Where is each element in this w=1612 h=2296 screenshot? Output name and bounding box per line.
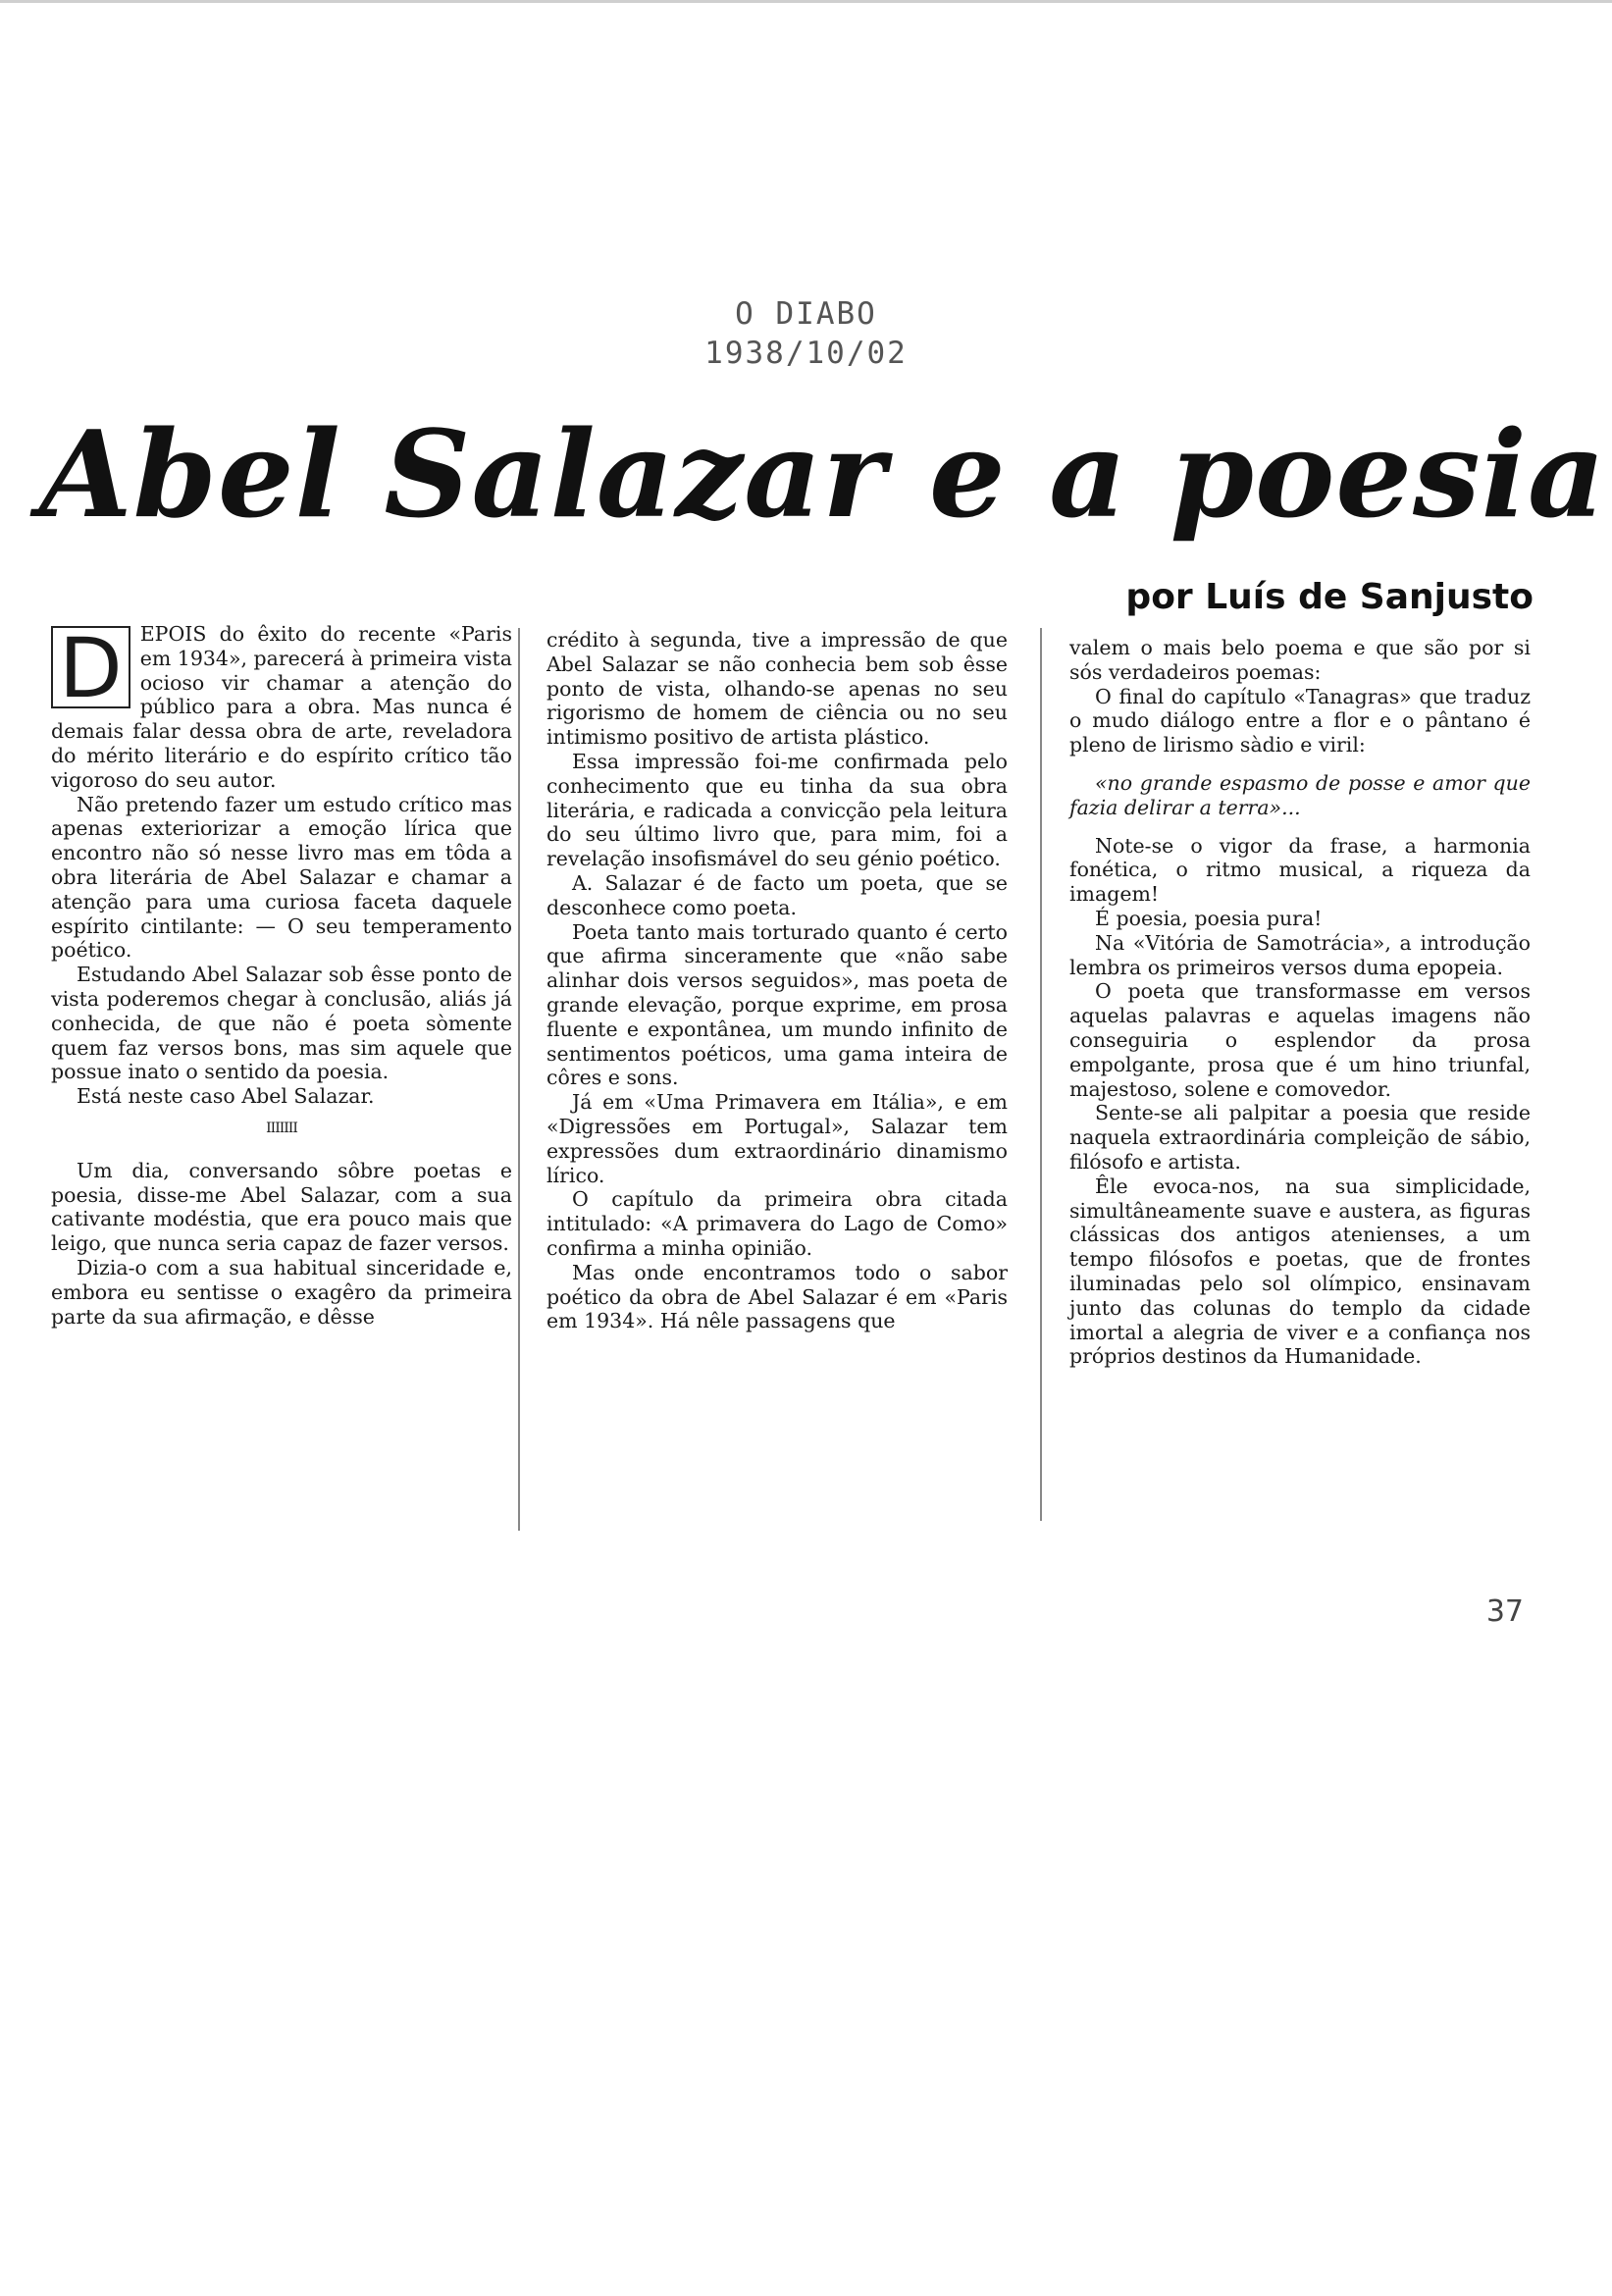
paragraph: valem o mais belo poema e que são por si sós verdadeiros poemas: <box>1069 636 1531 684</box>
paragraph: Não pretendo fazer um estudo crítico mas apenas exteriorizar a emoção lírica que encontro não só nesse livro mas em tôda a obra literária de Abel Salazar e chamar a atenção para uma curiosa faceta daquele espírito cintilante: — O seu temperamento poético. <box>51 792 512 963</box>
paragraph: O capítulo da primeira obra citada intitulado: «A primavera do Lago de Como» confirma a minha opinião. <box>546 1187 1008 1260</box>
publication-date: 1938/10/02 <box>704 336 908 371</box>
drop-cap: D <box>51 626 130 708</box>
article-column-2 <box>546 628 1008 1333</box>
page-number: 37 <box>1485 1594 1524 1629</box>
paragraph: Um dia, conversando sôbre poetas e poesia, disse-me Abel Salazar, com a sua cativante modéstia, que era pouco mais que leigo, que nunca seria capaz de fazer versos. <box>51 1158 512 1256</box>
paragraph: Dizia-o com a sua habitual sinceridade e, embora eu sentisse o exagêro da primeira parte da sua afirmação, e dêsse <box>51 1255 512 1329</box>
paragraph: Mas onde encontramos todo o sabor poético da obra de Abel Salazar é em «Paris em 1934». Há nêle passagens que <box>546 1260 1008 1333</box>
paragraph: Êle evoca-nos, na sua simplicidade, simultâneamente suave e austera, as figuras clássicas dos antigos atenienses, a um tempo filósofos e poetas, que de frontes iluminadas pelo sol olímpico, ensinavam junto das colunas do templo da cidade imortal a alegria de viver e a confiança nos próprios destinos da Humanidade. <box>1069 1174 1531 1369</box>
paragraph: Está neste caso Abel Salazar. <box>77 1084 375 1109</box>
column-divider <box>518 628 520 1531</box>
paragraph: Note-se o vigor da frase, a harmonia fonética, o ritmo musical, a riqueza da imagem! <box>1069 833 1531 907</box>
poem-quote: «no grande espasmo de posse e amor que fazia delirar a terra»... <box>1069 770 1531 819</box>
paragraph: Estudando Abel Salazar sob êsse ponto de vista poderemos chegar à conclusão, aliás já conhecida, de que não é poeta sòmente quem faz versos bons, mas sim aquele que possue inato o sentido da poesia. <box>51 963 512 1084</box>
section-separator: IIIIIII <box>266 1120 297 1136</box>
paragraph: Essa impressão foi-me confirmada pelo conhecimento que eu tinha da sua obra literária, e radicada a convicção pela leitura do seu último livro que, para mim, foi a revelação insofismável do seu génio poético. <box>546 749 1008 871</box>
paragraph: A. Salazar é de facto um poeta, que se desconhece como poeta. <box>546 870 1008 919</box>
paragraph: Já em «Uma Primavera em Itália», e em «Digressões em Portugal», Salazar tem expressões dum extraordinário dinamismo lírico. <box>546 1090 1008 1187</box>
archive-stamp <box>0 294 1612 373</box>
article-column-3 <box>1069 636 1531 1369</box>
paragraph: Na «Vitória de Samotrácia», a introdução lembra os primeiros versos duma epopeia. <box>1069 930 1531 979</box>
paragraph: Poeta tanto mais torturado quanto é certo que afirma sinceramente que «não sabe alinhar dois versos seguidos», mas poeta de grande elevação, porque exprime, em prosa fluente e expontânea, um mundo infinito de sentimentos poéticos, uma gama inteira de côres e sons. <box>546 919 1008 1090</box>
paragraph: EPOIS do êxito do recente «Paris em 1934», parecerá à primeira vista ocioso vir chamar a atenção do público para a obra. Mas nunca é demais falar dessa obra de arte, reveladora do mérito literário e do espírito crítico tão vigoroso do seu autor. <box>51 622 512 792</box>
byline: por Luís de Sanjusto <box>1125 577 1534 617</box>
paragraph: O final do capítulo «Tanagras» que traduz o mudo diálogo entre a flor e o pântano é pleno de lirismo sàdio e viril: <box>1069 684 1531 757</box>
paragraph: O poeta que transformasse em versos aquelas palavras e aquelas imagens não conseguiria o esplendor da prosa empolgante, prosa que é um hino triunfal, majestoso, solene e comovedor. <box>1069 979 1531 1101</box>
publication-name: O DIABO <box>735 296 877 332</box>
article-title: Abel Salazar e a poesia <box>39 403 1607 545</box>
paragraph: É poesia, poesia pura! <box>1095 906 1323 930</box>
top-rule <box>0 0 1612 3</box>
paragraph: crédito à segunda, tive a impressão de que Abel Salazar se não conhecia bem sob êsse ponto de vista, olhando-se apenas no seu rigorismo de homem de ciência ou no seu intimismo positivo de artista plástico. <box>546 628 1008 750</box>
column-divider <box>1040 628 1042 1521</box>
paragraph: Sente-se ali palpitar a poesia que reside naquela extraordinária compleição de sábio, filósofo e artista. <box>1069 1101 1531 1174</box>
article-column-1 <box>51 622 512 1329</box>
